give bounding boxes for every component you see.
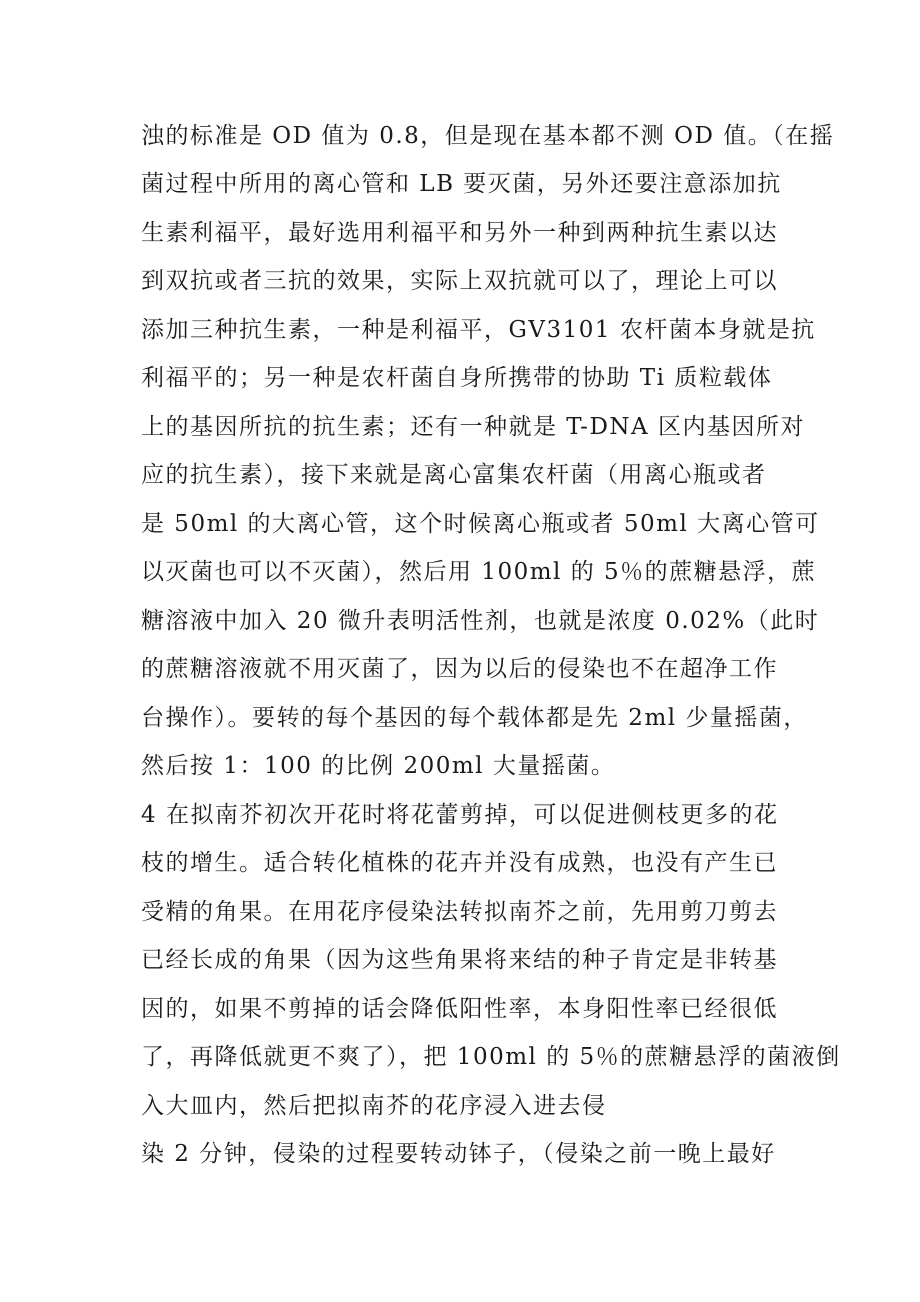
text-line-17: 受精的角果。在用花序侵染法转拟南芥之前，先用剪刀剪去: [141, 899, 778, 925]
text-line-3: 生素利福平，最好选用利福平和另外一种到两种抗生素以达: [141, 220, 778, 246]
text-line-12: 的蔗糖溶液就不用灭菌了，因为以后的侵染也不在超净工作: [141, 656, 778, 682]
text-line-13: 台操作）。要转的每个基因的每个载体都是先 2ml 少量摇菌，: [141, 705, 808, 731]
text-line-18: 已经长成的角果（因为这些角果将来结的种子肯定是非转基: [141, 947, 778, 973]
text-line-9: 是 50ml 的大离心管，这个时候离心瓶或者 50ml 大离心管可: [141, 511, 820, 537]
text-line-11: 糖溶液中加入 20 微升表明活性剂，也就是浓度 0.02%（此时: [141, 608, 820, 634]
text-line-2: 菌过程中所用的离心管和 LB 要灭菌，另外还要注意添加抗: [141, 171, 782, 197]
text-line-20: 了，再降低就更不爽了），把 100ml 的 5％的蔗糖悬浮的菌液倒: [141, 1044, 841, 1070]
text-line-15: 4 在拟南芥初次开花时将花蕾剪掉，可以促进侧枝更多的花: [141, 802, 779, 828]
text-line-22: 染 2 分钟，侵染的过程要转动钵子，（侵染之前一晚上最好: [141, 1141, 776, 1167]
text-line-7: 上的基因所抗的抗生素；还有一种就是 T-DNA 区内基因所对: [141, 414, 805, 440]
text-line-8: 应的抗生素），接下来就是离心富集农杆菌（用离心瓶或者: [141, 462, 767, 488]
text-line-4: 到双抗或者三抗的效果，实际上双抗就可以了，理论上可以: [141, 268, 778, 294]
text-line-1: 浊的标准是 OD 值为 0.8，但是现在基本都不测 OD 值。（在摇: [141, 123, 835, 149]
text-line-19: 因的，如果不剪掉的话会降低阳性率，本身阳性率已经很低: [141, 996, 778, 1022]
text-line-6: 利福平的；另一种是农杆菌自身所携带的协助 Ti 质粒载体: [141, 365, 773, 391]
text-line-10: 以灭菌也可以不灭菌），然后用 100ml 的 5％的蔗糖悬浮，蔗: [141, 559, 817, 585]
text-line-16: 枝的增生。适合转化植株的花卉并没有成熟，也没有产生已: [141, 850, 778, 876]
text-line-21: 入大皿内，然后把拟南芥的花序浸入进去侵: [141, 1093, 607, 1119]
text-line-14: 然后按 1：100 的比例 200ml 大量摇菌。: [141, 753, 616, 779]
text-line-5: 添加三种抗生素，一种是利福平，GV3101 农杆菌本身就是抗: [141, 317, 816, 343]
